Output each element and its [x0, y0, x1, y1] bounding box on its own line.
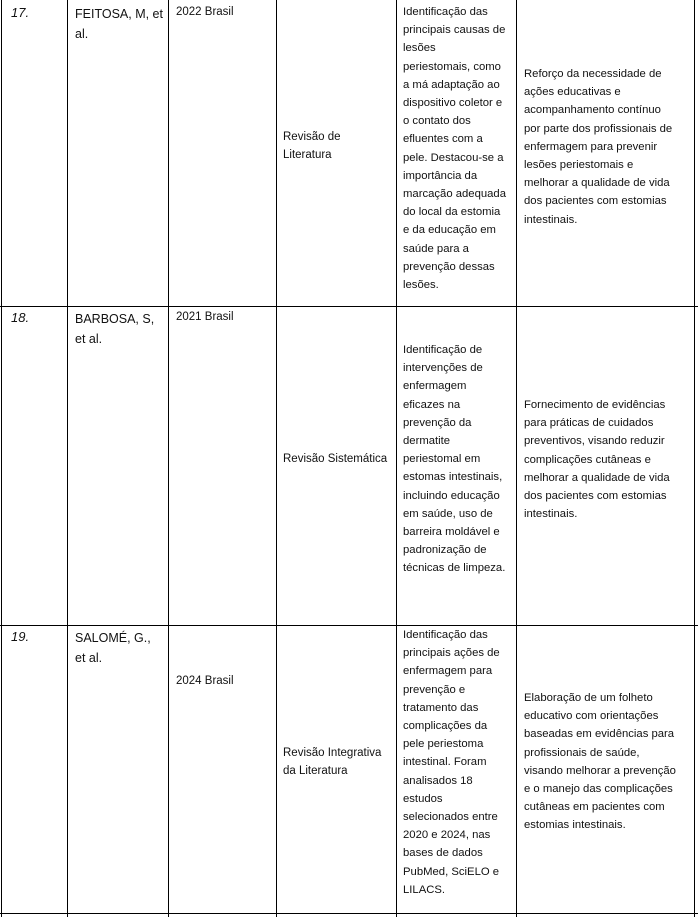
year-country-cell: 2024 Brasil — [176, 675, 234, 687]
column-divider — [276, 0, 277, 917]
row-number: 18. — [11, 310, 30, 325]
study-type-cell: Revisão de Literatura — [283, 131, 341, 161]
contribution-cell: Elaboração de um folheto educativo com orientações baseadas em evidências para profissionais de saúde, visando melhorar a prevenção e o manejo das complicações cutâneas em pacientes com estomias intestinais. — [524, 692, 676, 832]
contribution-cell: Fornecimento de evidências para práticas de cuidados preventivos, visando reduzir complicações cutâneas e melhorar a qualidade de vida dos pacientes com estomias intestinais. — [524, 399, 670, 521]
column-divider — [168, 0, 169, 917]
study-type-cell: Revisão Sistemática — [283, 453, 388, 465]
column-divider — [516, 0, 517, 917]
author-cell: SALOMÉ, G., et al. — [75, 631, 151, 665]
row-divider — [0, 306, 698, 307]
row-divider — [0, 625, 698, 626]
contribution-cell: Reforço da necessidade de ações educativas e acompanhamento contínuo por parte dos profissionais de enfermagem para prevenir lesões periestomais e melhorar a qualidade de vida dos pacientes com estomias intestinais. — [524, 68, 673, 226]
author-cell: BARBOSA, S, et al. — [75, 312, 155, 346]
table-border-right — [694, 0, 695, 917]
row-number: 19. — [11, 629, 30, 644]
study-type-cell: Revisão Integrativa da Literatura — [283, 747, 382, 777]
findings-cell: Identificação de intervenções de enfermagem eficazes na prevenção da dermatite periestomal em estomas intestinais, incluindo educação em saúde, uso de barreira moldável e padronização de técnicas de limpeza. — [403, 344, 506, 575]
author-cell: FEITOSA, M, et al. — [75, 7, 163, 41]
row-divider — [0, 913, 698, 914]
year-country-cell: 2021 Brasil — [176, 311, 234, 323]
column-divider — [67, 0, 68, 917]
findings-cell: Identificação das principais causas de lesões periestomais, como a má adaptação ao dispositivo coletor e o contato dos efluentes com a pele. Destacou-se a importância da marcação adequada do local da estomia e da educação em saúde para a prevenção dessas lesões. — [403, 6, 507, 292]
table-border-left — [1, 0, 2, 917]
year-country-cell: 2022 Brasil — [176, 6, 234, 18]
row-number: 17. — [11, 5, 30, 20]
findings-cell: Identificação das principais ações de enfermagem para prevenção e tratamento das complicações da pele periestoma intestinal. Foram analisados 18 estudos selecionados entre 2020 e 2024, nas bases de dados PubMed, SciELO e LILACS. — [403, 629, 500, 896]
column-divider — [396, 0, 397, 917]
